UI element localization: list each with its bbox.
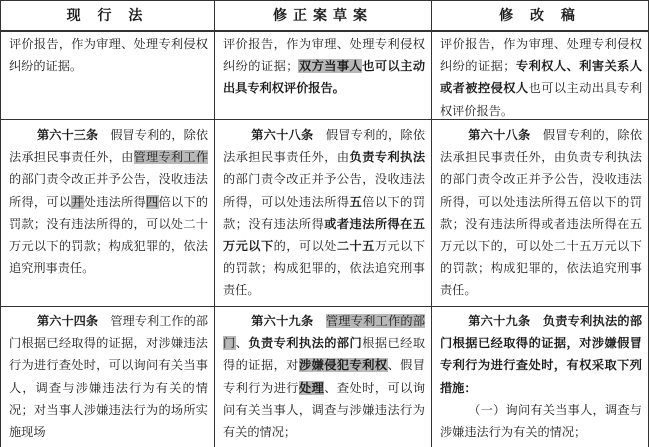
text-run: 根据已经取得的证据，对	[223, 336, 426, 373]
bold-text-run: 第六十四条	[37, 314, 99, 328]
header-divider	[0, 30, 649, 32]
bold-text-run: 五	[349, 194, 363, 209]
bold-text-run: 第六十三条	[37, 128, 99, 142]
text-run: 四	[146, 194, 159, 209]
text-run: 假冒专利的，除依法承担民事责任外，由	[9, 128, 209, 165]
row1-revised-draft	[432, 33, 648, 119]
text-run: 假冒专利的，除依法承担民事责任外，由负责专利执法的部门责令改正并予公告，没收违法所得，可以处违法所得五倍以下的罚款；没有违法所得或者违法所得在五万元以下的，可以处二十五万元以下的罚款；构成犯罪的，依法追究刑事责任。	[440, 128, 643, 298]
bold-text-run: 专利权人、利害关系人或者被控侵权人	[440, 59, 643, 96]
row1-col1-text	[9, 33, 208, 77]
text-run: 倍以下的罚款；没有违法所得的，可以处二十万元以下的罚款；构成犯罪的，依法追究刑事责任。	[9, 194, 209, 276]
bold-text-run: 第六十九条	[468, 314, 531, 328]
text-run: 的，可以处	[273, 239, 337, 254]
row1-draft-amendment	[215, 33, 431, 119]
row3-col2-text	[223, 310, 425, 443]
row2-col3-text	[440, 124, 642, 302]
row3-col3-text	[440, 310, 642, 443]
bold-text-run: 二十五	[336, 239, 375, 254]
row1-col3-text	[440, 33, 642, 119]
row2-col1-text	[9, 124, 208, 279]
row3-revised-draft	[432, 310, 648, 447]
header-revised-draft: 修 改 稿	[499, 8, 581, 24]
row-divider-1	[0, 119, 649, 120]
text-run: 、查处时，可以询问有关当事人，调查与涉嫌违法行为有关的情况；	[223, 380, 426, 440]
bold-text-run: 处理	[298, 380, 325, 395]
text-run: 管理专利工作的部门	[223, 314, 426, 351]
bold-text-run: 第六十八条	[251, 128, 314, 142]
row2-current-law	[1, 124, 214, 306]
row3-col1-text	[9, 310, 208, 443]
row3-draft-amendment	[215, 310, 431, 447]
bold-text-run: 第六十九条	[251, 314, 314, 328]
text-run: （一）询问有关当事人，调查与涉嫌违法行为有关的情况；	[440, 402, 642, 440]
text-run: 并	[71, 194, 84, 209]
text-run: 处违法所得	[83, 194, 147, 209]
text-run: 、	[235, 336, 249, 351]
header-current-law: 现 行 法	[66, 8, 149, 24]
text-run: 假冒专利的，除依法承担民事责任外，由	[223, 128, 426, 165]
text-run: 评价报告，作为审理、处理专利侵权纠纷的证据；	[440, 37, 642, 74]
bold-text-run: 也可以主动出具专利权评价报告。	[223, 59, 426, 96]
text-run: 的部门责令改正并予公告，没收违法所得，可以处违法所得	[223, 172, 425, 209]
header-draft-amendment: 修正案草案	[273, 8, 373, 24]
row1-current-law	[1, 33, 214, 119]
bold-text-run: 双方当事人	[298, 59, 363, 74]
row2-revised-draft	[432, 124, 648, 306]
bold-text-run: 第六十八条	[468, 128, 531, 142]
text-run: 也可以主动出具专利权评价报告。	[440, 81, 643, 118]
text-run	[530, 314, 542, 328]
bold-text-run: 或者违法所得在五万元以下	[223, 216, 426, 254]
text-run: 万元以下的罚款；构成犯罪的，依法追究刑事责任。	[223, 239, 426, 298]
text-run	[313, 314, 325, 328]
row3-current-law	[1, 310, 214, 447]
bold-text-run: 负责专利执法	[349, 150, 426, 165]
bold-text-run: 负责专利执法的部门	[248, 336, 363, 351]
text-run: 倍以下的罚款；没有违法所得	[223, 194, 426, 231]
row2-col2-text	[223, 124, 425, 302]
text-run: 的部门责令改正并予公告，没收违法所得，可以	[9, 172, 208, 209]
bold-text-run: 负责专利执法的部门根据已经取得的证据，对涉嫌假冒专利行为进行查处时，有权采取下列措施：	[440, 314, 643, 395]
text-run: 管理专利工作的部门根据已经取得的证据，对涉嫌违法行为进行查处时，可以询问有关当事人，调查与涉嫌违法行为有关的情况；对当事人涉嫌违法行为的场所实施现场	[9, 314, 209, 440]
text-run: 管理专利工作	[133, 150, 209, 165]
row2-draft-amendment	[215, 124, 431, 306]
text-run: 评价报告，作为审理、处理专利侵权纠纷的证据。	[9, 37, 208, 74]
text-run: 评价报告，作为审理、处理专利侵权纠纷的证据；	[223, 37, 425, 74]
bold-text-run: 涉嫌侵犯专利权	[298, 358, 388, 373]
row-divider-2	[0, 306, 649, 307]
text-run: 、假冒专利行为进行	[223, 358, 426, 395]
row1-col2-text	[223, 33, 425, 100]
